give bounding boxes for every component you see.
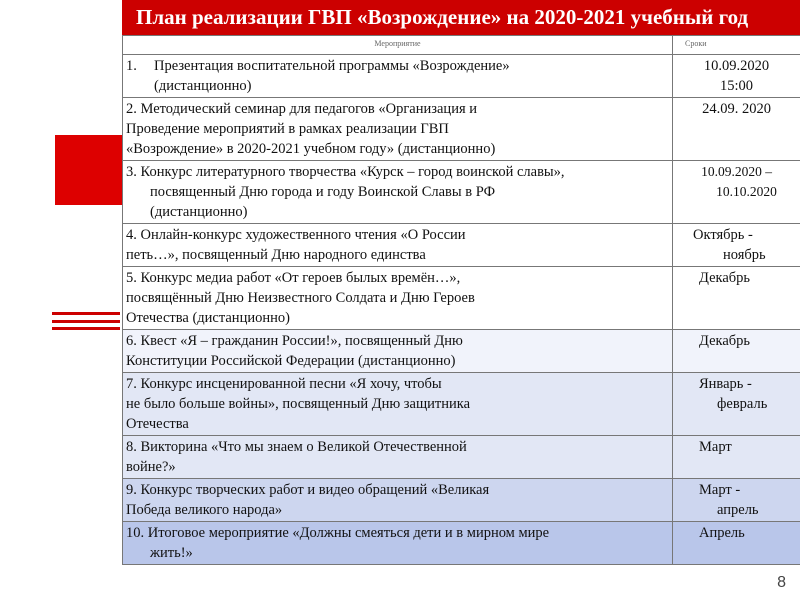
event-text: (дистанционно) xyxy=(150,204,248,220)
event-text: петь…», посвященный Дню народного единства xyxy=(126,247,426,263)
event-text: «Возрождение» в 2020-2021 учебном году» (дистанционно) xyxy=(126,141,496,157)
date-text: Март - xyxy=(699,482,741,498)
date-text: Январь - xyxy=(699,376,752,392)
header-dates: Сроки xyxy=(673,36,800,55)
date-text: февраль xyxy=(717,396,768,412)
decorative-lines xyxy=(52,312,120,335)
event-cell xyxy=(123,436,673,479)
row-number: 1. xyxy=(126,58,137,74)
event-text: Конституции Российской Федерации (дистанционно) xyxy=(126,353,456,369)
date-text: 24.09. 2020 xyxy=(702,101,771,117)
date-cell xyxy=(673,224,800,267)
event-cell xyxy=(123,161,673,224)
event-text: войне?» xyxy=(126,459,176,475)
event-text: Презентация воспитательной программы «Возрождение» xyxy=(154,58,510,74)
date-text: 15:00 xyxy=(719,78,754,94)
table-row xyxy=(123,161,800,224)
header-event: Мероприятие xyxy=(123,36,673,55)
date-cell xyxy=(673,436,800,479)
table-row xyxy=(123,330,800,373)
decorative-red-block xyxy=(55,135,127,205)
date-text: ноябрь xyxy=(723,247,766,263)
table-row xyxy=(123,267,800,330)
date-cell xyxy=(673,522,800,565)
date-cell xyxy=(673,55,800,98)
page-number: 8 xyxy=(777,574,786,591)
event-text: Отечества (дистанционно) xyxy=(126,310,290,326)
date-cell xyxy=(673,98,800,161)
table-row xyxy=(123,522,800,565)
date-text: апрель xyxy=(717,502,759,518)
event-text: 4. Онлайн-конкурс художественного чтения «О России xyxy=(126,227,466,243)
event-text: 8. Викторина «Что мы знаем о Великой Отечественной xyxy=(126,439,467,455)
table-header-row xyxy=(123,36,800,55)
date-text: 10.09.2020 xyxy=(703,58,770,74)
date-cell xyxy=(673,267,800,330)
plan-table xyxy=(122,35,800,565)
date-text: Декабрь xyxy=(699,333,751,349)
event-text: (дистанционно) xyxy=(154,78,252,94)
date-cell xyxy=(673,330,800,373)
table-row xyxy=(123,479,800,522)
date-text: 10.10.2020 xyxy=(716,184,777,199)
event-cell xyxy=(123,98,673,161)
date-text: Март xyxy=(699,439,732,455)
event-text: 3. Конкурс литературного творчества «Курск – город воинской славы», xyxy=(126,164,565,180)
date-cell xyxy=(673,373,800,436)
date-cell xyxy=(673,161,800,224)
date-text: Декабрь xyxy=(699,270,751,286)
event-cell xyxy=(123,267,673,330)
table-row xyxy=(123,436,800,479)
event-text: 6. Квест «Я – гражданин России!», посвященный Дню xyxy=(126,333,463,349)
event-cell xyxy=(123,224,673,267)
date-text: Апрель xyxy=(699,525,745,541)
page-title: План реализации ГВП «Возрождение» на 2020-2021 учебный год xyxy=(122,0,800,35)
event-cell xyxy=(123,522,673,565)
event-cell xyxy=(123,330,673,373)
table-row xyxy=(123,98,800,161)
date-text: 10.09.2020 – xyxy=(701,164,772,179)
table-row xyxy=(123,55,800,98)
event-text: 10. Итоговое мероприятие «Должны смеяться дети и в мирном мире xyxy=(126,525,550,541)
event-text: Проведение мероприятий в рамках реализации ГВП xyxy=(126,121,449,137)
event-text: посвященный Дню города и году Воинской Славы в РФ xyxy=(150,184,496,200)
event-cell xyxy=(123,479,673,522)
date-cell xyxy=(673,479,800,522)
event-cell xyxy=(123,55,673,98)
date-text: Октябрь - xyxy=(693,227,753,243)
event-text: 5. Конкурс медиа работ «От героев былых времён…», xyxy=(126,270,461,286)
event-text: Победа великого народа» xyxy=(126,502,283,518)
event-text: посвящённый Дню Неизвестного Солдата и Дню Героев xyxy=(126,290,475,306)
event-text: Отечества xyxy=(126,416,189,432)
event-text: 2. Методический семинар для педагогов «Организация и xyxy=(126,101,478,117)
event-text: 7. Конкурс инсценированной песни «Я хочу, чтобы xyxy=(126,376,442,392)
table-row xyxy=(123,224,800,267)
event-text: не было больше войны», посвященный Дню защитника xyxy=(126,396,471,412)
event-text: жить!» xyxy=(150,545,193,561)
event-text: 9. Конкурс творческих работ и видео обращений «Великая xyxy=(126,482,490,498)
event-cell xyxy=(123,373,673,436)
table-row xyxy=(123,373,800,436)
